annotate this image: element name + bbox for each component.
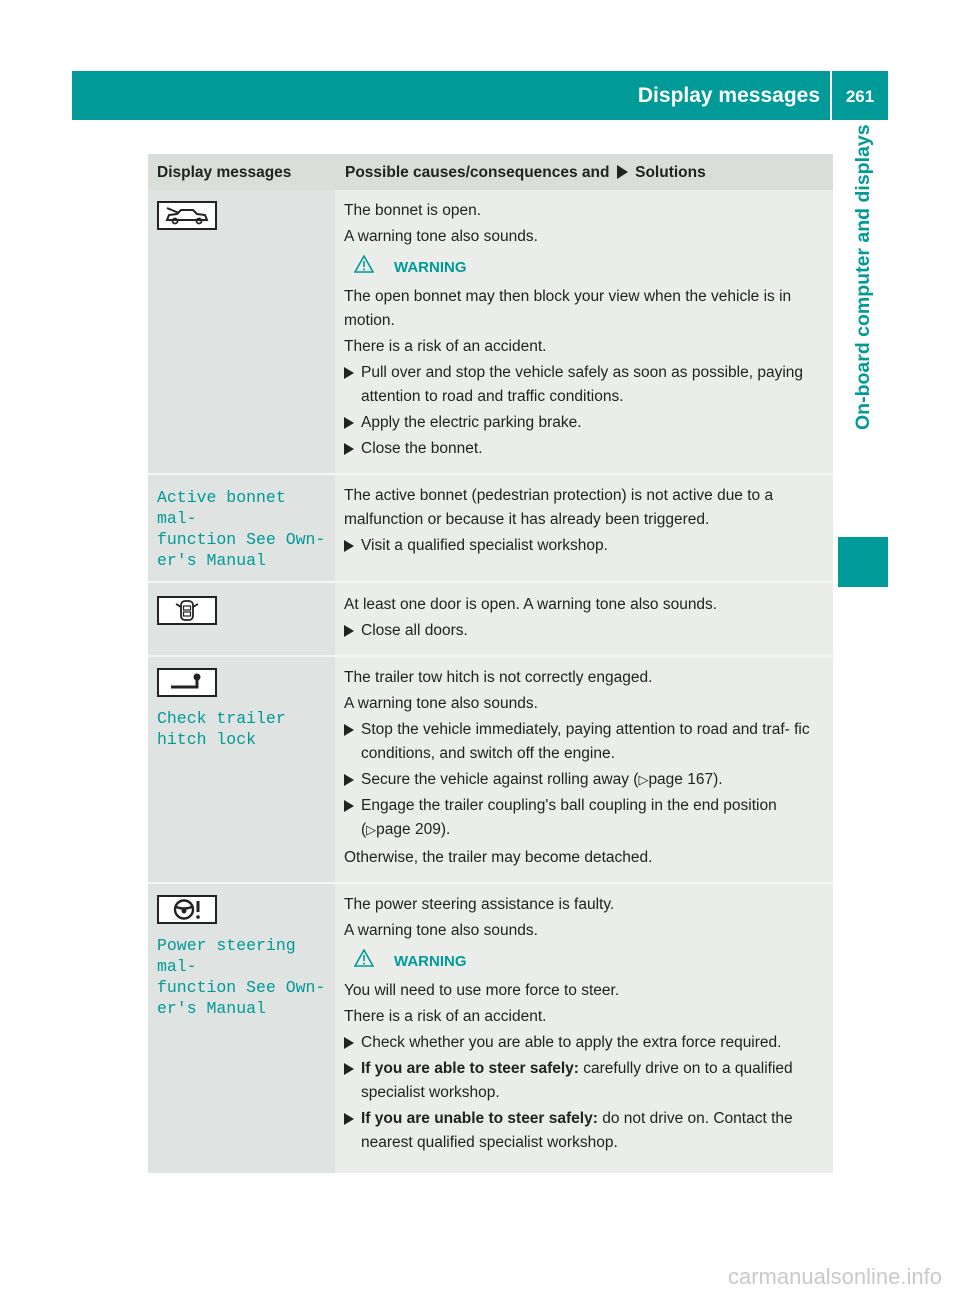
step-arrow-icon xyxy=(344,625,354,637)
watermark: carmanualsonline.info xyxy=(727,1264,942,1289)
display-cell xyxy=(148,474,335,582)
solution-step xyxy=(344,1057,826,1105)
step-text: Pull over and stop the vehicle safely as soon as possible, paying attention to road and traffic conditions. xyxy=(361,364,804,405)
warning-triangle-icon xyxy=(354,949,380,975)
step-text: do not drive on. Contact the nearest qualified specialist workshop. xyxy=(361,1110,793,1151)
warning-heading xyxy=(344,255,826,281)
display-messages-table xyxy=(148,154,833,1173)
table-header-row xyxy=(148,154,833,190)
solution-step xyxy=(344,1107,826,1155)
warning-text: There is a risk of an accident. xyxy=(344,1008,547,1025)
cause-text: A warning tone also sounds. xyxy=(344,228,538,245)
step-text: carefully drive on to a qualified specialist workshop. xyxy=(361,1060,793,1101)
page-header-bar xyxy=(72,71,888,120)
warning-heading xyxy=(344,949,826,975)
table-row xyxy=(148,883,833,1173)
column-header-causes-solutions xyxy=(335,154,833,190)
step-text: Apply the electric parking brake. xyxy=(361,414,582,431)
step-text: Secure the vehicle against rolling away ( xyxy=(361,771,639,788)
warning-text: There is a risk of an accident. xyxy=(344,338,547,355)
solution-cell xyxy=(335,656,833,883)
solution-cell xyxy=(335,190,833,474)
warning-text: The open bonnet may then block your view when the vehicle is in motion. xyxy=(344,288,792,329)
step-text: Close all doors. xyxy=(361,622,468,639)
solution-cell xyxy=(335,582,833,656)
warning-label: WARNING xyxy=(394,953,467,970)
page-reference-link[interactable]: page 167). xyxy=(648,771,723,788)
page-header-title: Display messages xyxy=(637,84,820,107)
solution-step xyxy=(344,718,826,766)
step-arrow-icon xyxy=(344,724,354,736)
warning-triangle-icon xyxy=(354,255,380,281)
page-number: 261 xyxy=(845,87,875,106)
consequence-text: Otherwise, the trailer may become detached. xyxy=(344,849,653,866)
display-message-text: Check trailer hitch lock xyxy=(157,709,286,749)
step-text: Engage the trailer coupling's ball coupling in the end position ( xyxy=(361,797,777,838)
step-arrow-icon xyxy=(344,1063,354,1075)
step-arrow-icon xyxy=(344,443,354,455)
step-text: Check whether you are able to apply the extra force required. xyxy=(361,1034,782,1051)
table-row xyxy=(148,190,833,474)
column-header-prefix: Possible causes/consequences and xyxy=(345,164,610,181)
display-message-text: Power steering mal‑ function See Own‑ er's Manual xyxy=(157,936,326,1018)
table-row xyxy=(148,474,833,582)
step-arrow-icon xyxy=(344,540,354,552)
solutions-arrow-icon xyxy=(617,165,628,179)
warning-text: You will need to use more force to steer. xyxy=(344,982,620,999)
display-cell xyxy=(148,190,335,474)
cause-text: The power steering assistance is faulty. xyxy=(344,896,615,913)
section-side-tab xyxy=(838,120,888,540)
page-reference-arrow-icon: ▷ xyxy=(366,822,377,837)
step-arrow-icon xyxy=(344,800,354,812)
solution-cell xyxy=(335,883,833,1173)
display-cell xyxy=(148,883,335,1173)
step-arrow-icon xyxy=(344,1113,354,1125)
bonnet-open-icon xyxy=(157,201,217,230)
solution-step xyxy=(344,361,826,409)
display-message-text: Active bonnet mal‑ function See Own‑ er's Manual xyxy=(157,488,326,570)
section-side-label: On-board computer and displays xyxy=(852,124,874,430)
solution-step xyxy=(344,534,826,558)
step-text: Visit a qualified specialist workshop. xyxy=(361,537,608,554)
step-arrow-icon xyxy=(344,367,354,379)
cause-text: A warning tone also sounds. xyxy=(344,922,538,939)
column-header-suffix: Solutions xyxy=(635,164,706,181)
warning-label: WARNING xyxy=(394,259,467,276)
page-reference-arrow-icon: ▷ xyxy=(638,772,649,787)
step-arrow-icon xyxy=(344,417,354,429)
door-open-icon xyxy=(157,596,217,625)
solution-step xyxy=(344,437,826,461)
column-header-display-messages: Display messages xyxy=(148,154,335,190)
solution-step xyxy=(344,1031,826,1055)
cause-text: The bonnet is open. xyxy=(344,202,482,219)
table-row xyxy=(148,582,833,656)
table-row xyxy=(148,656,833,883)
section-side-marker xyxy=(838,537,888,587)
step-bold-text: If you are unable to steer safely: xyxy=(361,1110,598,1127)
solution-step xyxy=(344,411,826,435)
display-cell xyxy=(148,656,335,883)
display-cell xyxy=(148,582,335,656)
step-bold-text: If you are able to steer safely: xyxy=(361,1060,579,1077)
step-arrow-icon xyxy=(344,774,354,786)
cause-text: At least one door is open. A warning tone also sounds. xyxy=(344,596,718,613)
cause-text: A warning tone also sounds. xyxy=(344,695,538,712)
power-steering-icon xyxy=(157,895,217,924)
solution-step xyxy=(344,768,826,792)
cause-text: The trailer tow hitch is not correctly engaged. xyxy=(344,669,653,686)
step-arrow-icon xyxy=(344,1037,354,1049)
trailer-hitch-icon xyxy=(157,668,217,697)
step-text: Stop the vehicle immediately, paying attention to road and traf- fic conditions, and switch off the engine. xyxy=(361,721,810,762)
cause-text: The active bonnet (pedestrian protection) is not active due to a malfunction or because it has already been triggered. xyxy=(344,487,774,528)
step-text: Close the bonnet. xyxy=(361,440,483,457)
solution-cell xyxy=(335,474,833,582)
solution-step xyxy=(344,794,826,842)
solution-step xyxy=(344,619,826,643)
page-reference-link[interactable]: page 209). xyxy=(376,821,451,838)
